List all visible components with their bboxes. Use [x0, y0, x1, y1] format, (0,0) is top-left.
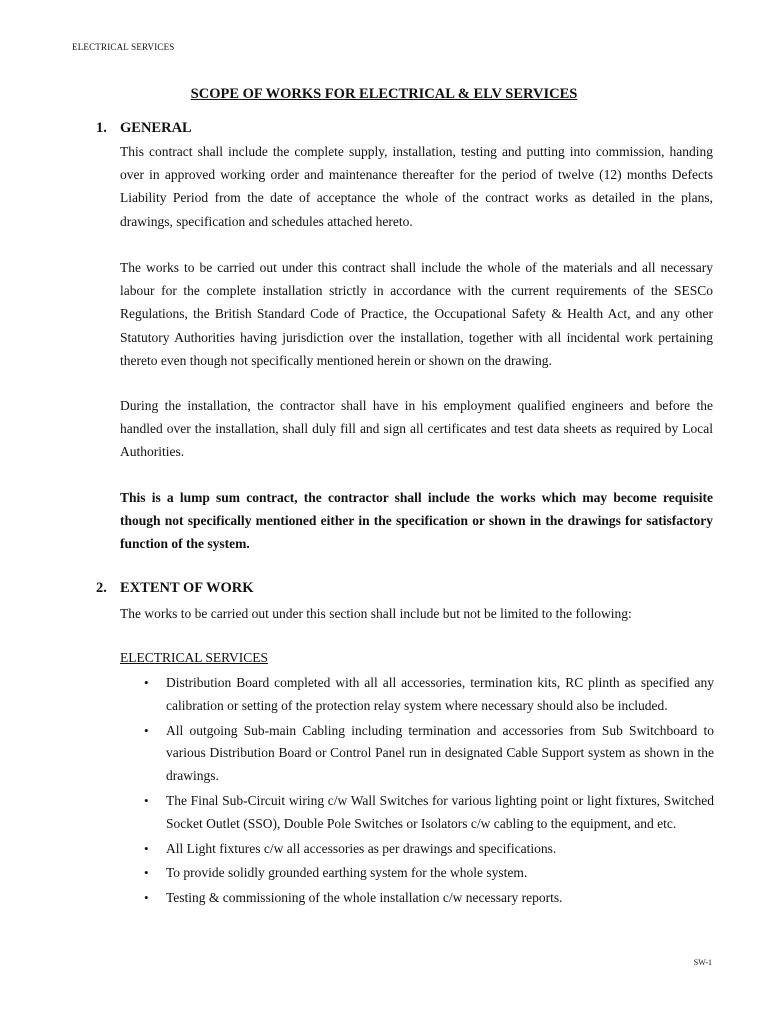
general-paragraph-2: The works to be carried out under this contract shall include the whole of the materials and all necessary labour for the complete installation strictly in accordance with the current requirements of the SESCo Regulations, the British Standard Code of Practice, the Occupational Safety & Health Act, and any other Statutory Authorities having jurisdiction over the installation, together with all incidental work pertaining thereto even though not specifically mentioned herein or shown on the drawing. [120, 260, 713, 368]
list-item-text: All outgoing Sub-main Cabling including termination and accessories from Sub Switchboard to various Distribution Board or Control Panel run in designated Cable Support system as shown in the drawings. [166, 722, 714, 784]
list-item [144, 720, 714, 788]
bullet-icon: • [144, 890, 149, 906]
list-item-text: Distribution Board completed with all all accessories, termination kits, RC plinth as specified any calibration or setting of the protection relay system where necessary should also be included. [166, 675, 714, 713]
list-item [144, 672, 714, 718]
list-item-text: To provide solidly grounded earthing system for the whole system. [166, 865, 528, 881]
section-2-heading [96, 580, 253, 597]
list-item-text: Testing & commissioning of the whole installation c/w necessary reports. [166, 890, 563, 906]
section-2-title: EXTENT OF WORK [120, 580, 254, 596]
section-1-heading [96, 120, 192, 137]
electrical-services-list [144, 672, 714, 912]
list-item-text: The Final Sub-Circuit wiring c/w Wall Switches for various lighting point or light fixtures, Switched Socket Outlet (SSO), Double Pole Switches or Isolators c/w cabling to the equipment, and etc. [166, 792, 714, 831]
bullet-icon: • [144, 722, 149, 738]
section-2-number: 2. [96, 580, 107, 596]
section-1-number: 1. [96, 120, 107, 136]
extent-intro: The works to be carried out under this section shall include but not be limited to the following: [120, 606, 632, 621]
page-number: SW-1 [693, 958, 712, 967]
bullet-icon: • [144, 840, 149, 856]
general-paragraph-3: During the installation, the contractor shall have in his employment qualified engineers and before the handled over the installation, shall duly fill and sign all certificates and test data sheets as required by Local Authorities. [120, 398, 713, 460]
list-item [144, 887, 714, 910]
list-item [144, 862, 714, 885]
list-item-text: All Light fixtures c/w all accessories as per drawings and specifications. [166, 840, 557, 856]
bullet-icon: • [144, 792, 149, 808]
electrical-services-subheading: ELECTRICAL SERVICES [120, 650, 269, 665]
general-paragraph-1: This contract shall include the complete supply, installation, testing and putting into commission, handing over in approved working order and maintenance thereafter for the period of twelve (12) months Defects Liability Period from the date of acceptance the whole of the contract works as detailed in the plans, drawings, specification and schedules attached hereto. [120, 144, 713, 229]
list-item [144, 790, 714, 836]
section-1-title: GENERAL [120, 120, 192, 136]
lump-sum-paragraph: This is a lump sum contract, the contractor shall include the works which may become requisite though not specifically mentioned either in the specification or shown in the drawings for satisfactory function of the system. [120, 490, 713, 552]
bullet-icon: • [144, 675, 149, 690]
list-item [144, 838, 714, 861]
bullet-icon: • [144, 865, 149, 881]
document-title: SCOPE OF WORKS FOR ELECTRICAL & ELV SERVICES [190, 86, 578, 102]
running-header: ELECTRICAL SERVICES [72, 42, 175, 52]
